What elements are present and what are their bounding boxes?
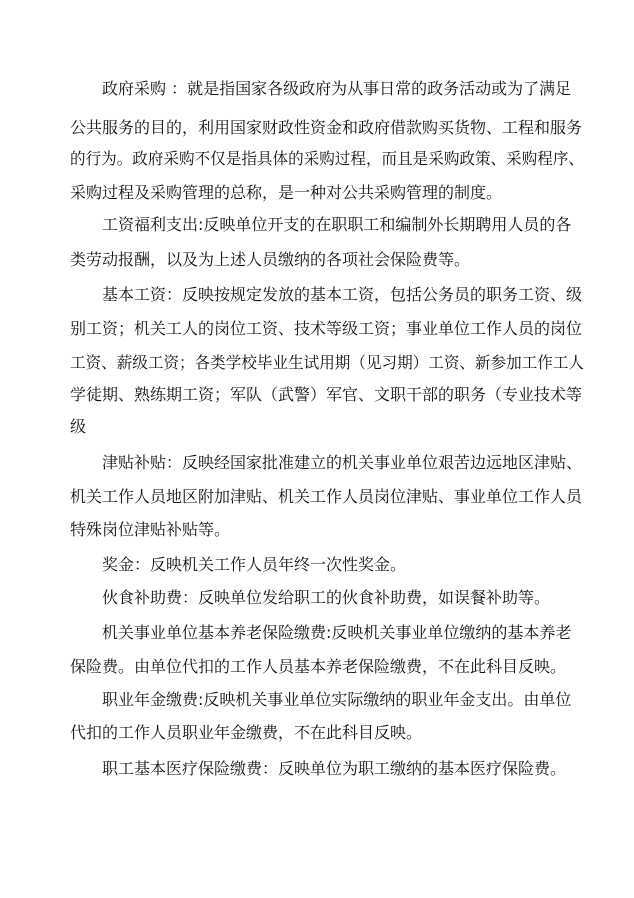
paragraph-line [0,654,634,680]
paragraph-line [0,552,634,578]
paragraph-line [0,382,634,408]
line-text: 公共服务的目的，利用国家财政性资金和政府借款购买货物、工程和服务 [70,118,583,137]
line-text: 奖金：反映机关工作人员年终一次性奖金。 [102,555,407,574]
line-text: 机关事业单位基本养老保险缴费:反映机关事业单位缴纳的基本养老 [102,623,572,642]
paragraph-line [0,450,634,476]
line-text: 基本工资：反映按规定发放的基本工资，包括公务员的职务工资、级 [102,285,583,304]
line-text: 级 [70,417,87,436]
paragraph-line [0,180,634,206]
paragraph-line [0,115,634,141]
paragraph-line [0,76,634,102]
line-text: 工资福利支出:反映单位开支的在职职工和编制外长期聘用人员的各 [102,215,572,234]
line-text: 机关工作人员地区附加津贴、机关工作人员岗位津贴、事业单位工作人员 [70,487,583,506]
line-text: 保险费。由单位代扣的工作人员基本养老保险缴费，不在此科目反映。 [70,657,567,676]
line-text: 采购过程及采购管理的总称，是一种对公共采购管理的制度。 [70,183,503,202]
paragraph-line [0,756,634,782]
paragraph-line [0,720,634,746]
line-text: 伙食补助费：反映单位发给职工的伙食补助费，如误餐补助等。 [102,588,551,607]
paragraph-line [0,585,634,611]
paragraph-line [0,517,634,543]
paragraph-line [0,350,634,376]
line-text: 学徒期、熟练期工资；军队（武警）军官、文职干部的职务（专业技术等 [70,385,583,404]
line-text: 工资、薪级工资；各类学校毕业生试用期（见习期）工资、新参加工作工人 [70,353,585,372]
paragraph-line [0,316,634,342]
line-text: 特殊岗位津贴补贴等。 [70,520,231,539]
paragraph-line [0,484,634,510]
line-text: 职业年金缴费:反映机关事业单位实际缴纳的职业年金支出。由单位 [102,690,572,709]
paragraph-line [0,212,634,238]
line-text: 的行为。政府采购不仅是指具体的采购过程，而且是采购政策、采购程序、 [70,149,585,168]
line-text: 政府采购 ：就是指国家各级政府为从事日常的政务活动或为了满足 [102,79,572,98]
line-text: 别工资；机关工人的岗位工资、技术等级工资；事业单位工作人员的岗位 [70,319,583,338]
paragraph-line [0,620,634,646]
paragraph-line [0,282,634,308]
paragraph-line [0,247,634,273]
paragraph-line [0,414,634,440]
line-text: 津贴补贴：反映经国家批准建立的机关事业单位艰苦边远地区津贴、 [102,453,583,472]
paragraph-line [0,687,634,713]
paragraph-line [0,146,634,172]
line-text: 职工基本医疗保险缴费：反映单位为职工缴纳的基本医疗保险费。 [102,759,567,778]
line-text: 类劳动报酬，以及为上述人员缴纳的各项社会保险费等。 [70,250,471,269]
line-text: 代扣的工作人员职业年金缴费，不在此科目反映。 [70,723,423,742]
